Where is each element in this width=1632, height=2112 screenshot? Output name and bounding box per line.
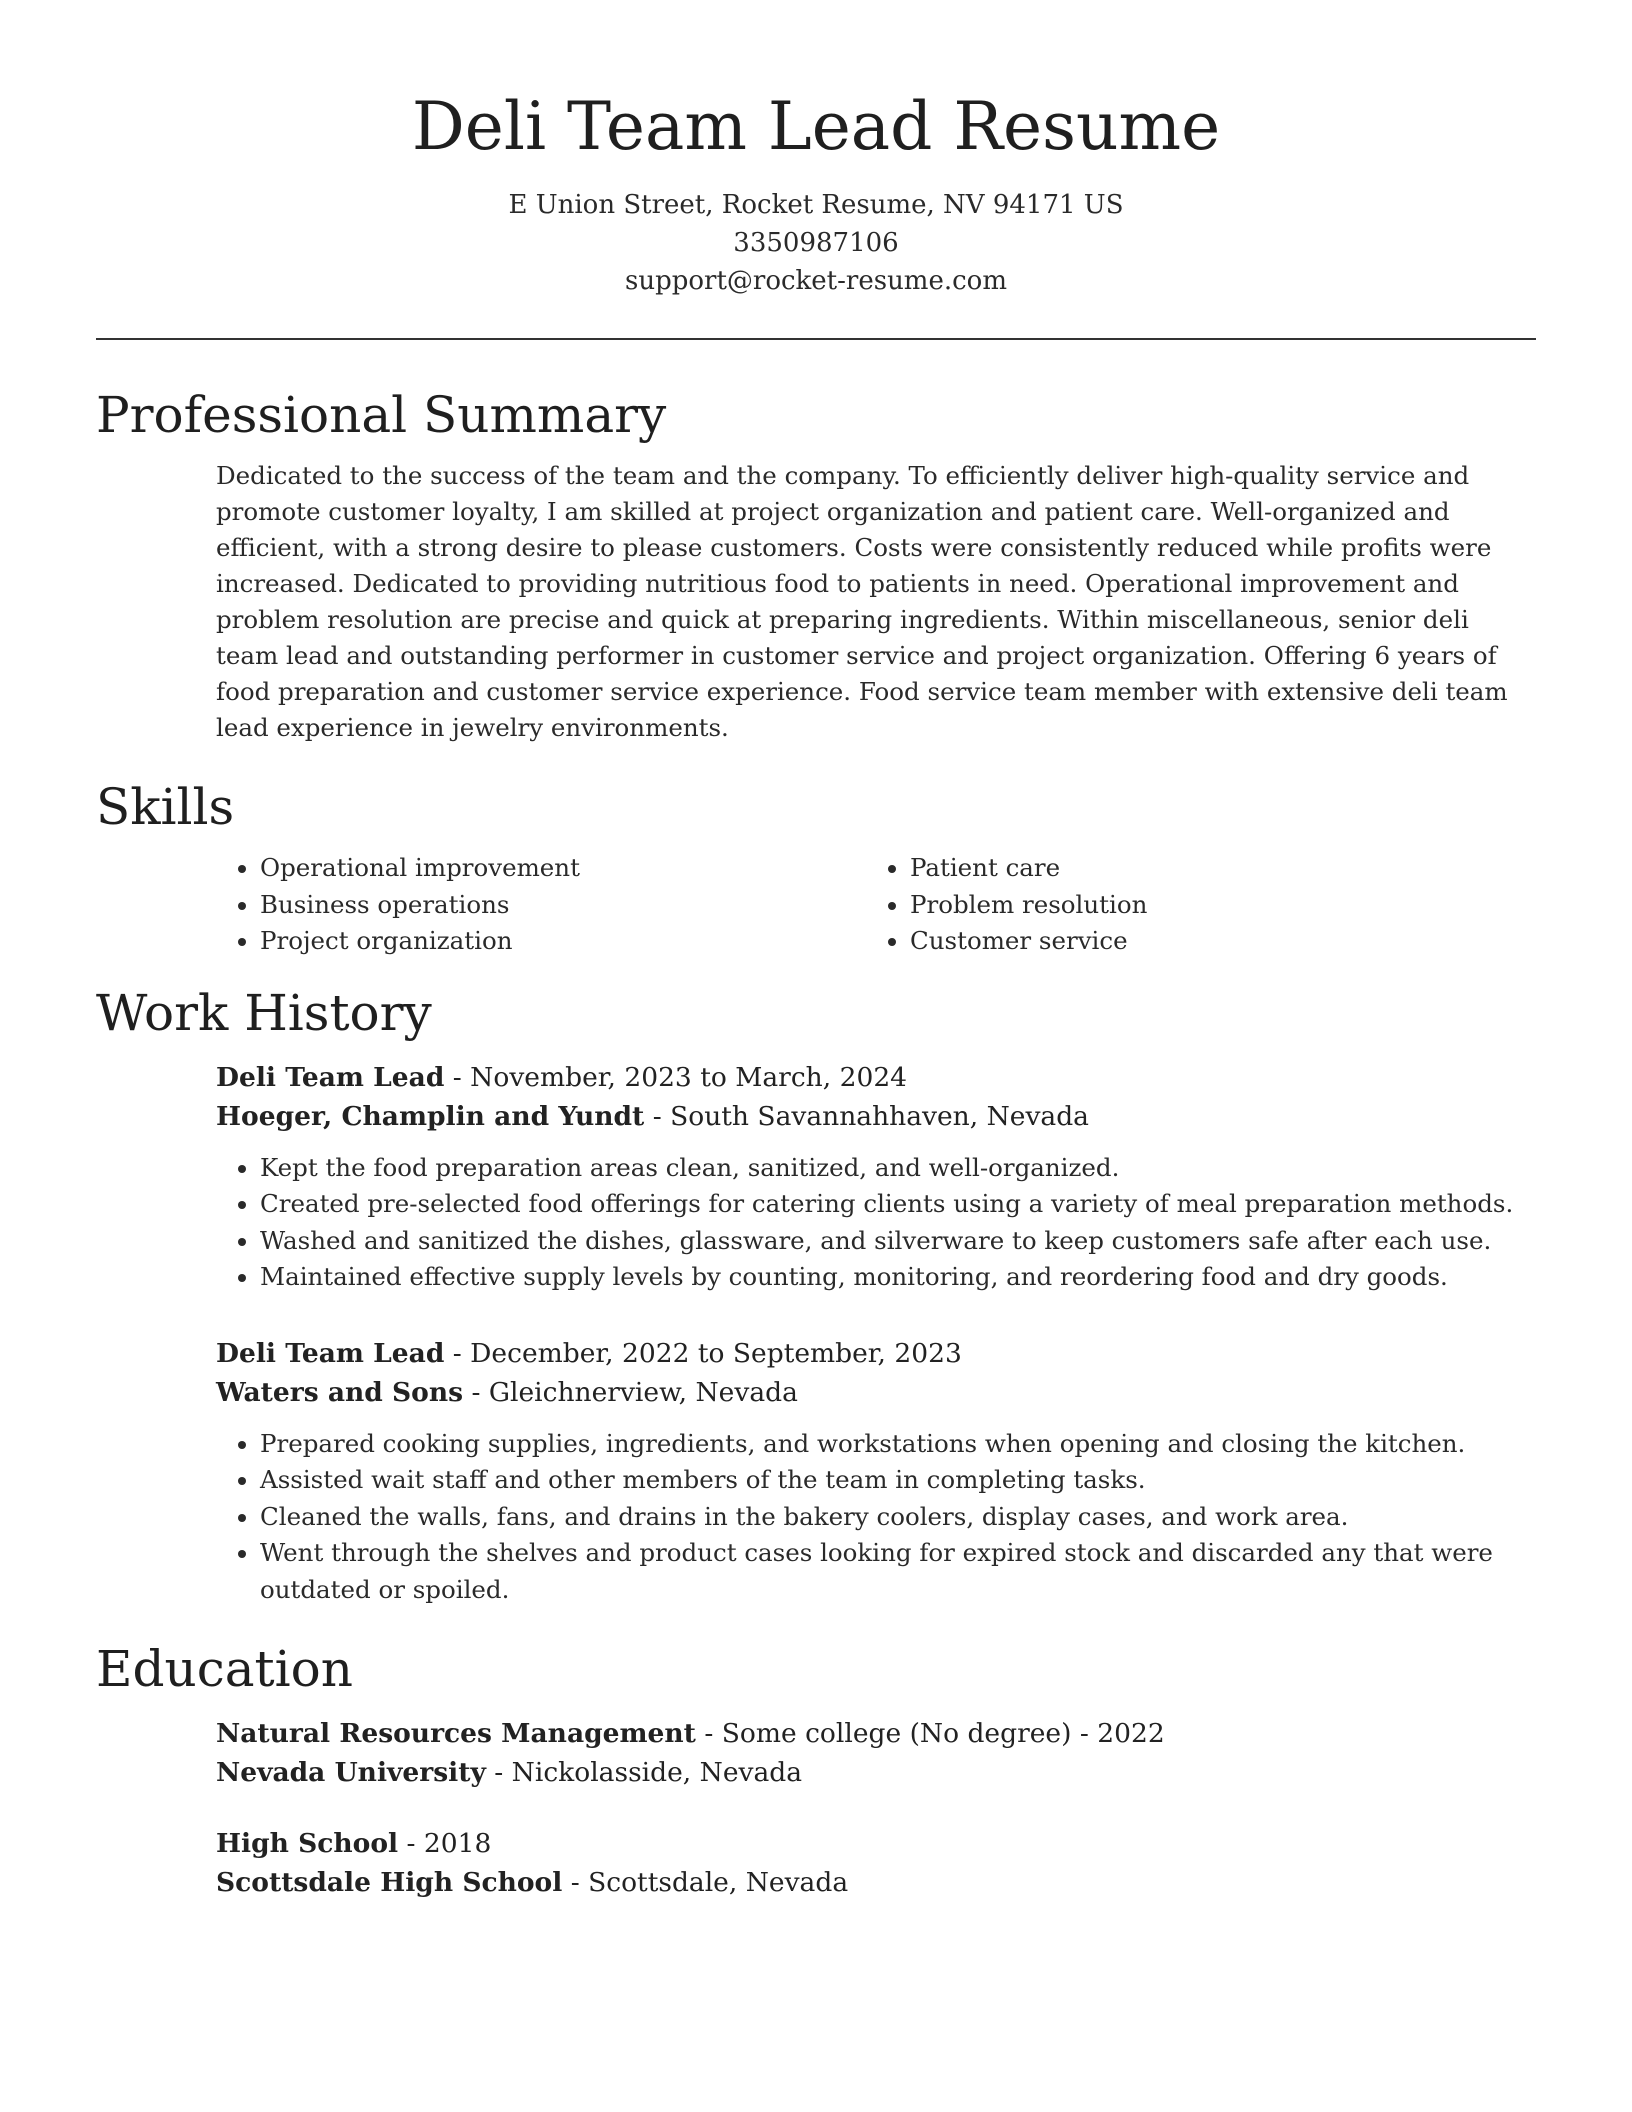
work-history-heading: Work History [96, 983, 432, 1042]
skill-item: • Project organization [260, 923, 866, 960]
job-company-line [216, 1097, 1536, 1136]
address-text: E Union Street, Rocket Resume, NV 94171 US [508, 190, 1124, 220]
job-duty: • Kept the food preparation areas clean, sanitized, and well-organized. [260, 1150, 1536, 1187]
skills-heading: Skills [96, 778, 235, 836]
job-duty: • Went through the shelves and product cases looking for expired stock and discarded any that were outdated or spoiled. [260, 1535, 1536, 1608]
education-school: Scottsdale High School [216, 1867, 563, 1898]
job-duties-list [216, 1150, 1536, 1296]
education-entry [216, 1824, 1536, 1902]
education-entry [216, 1714, 1536, 1792]
skill-item: • Patient care [910, 850, 1516, 887]
education-field: High School [216, 1828, 399, 1859]
job-location: - South Savannahhaven, Nevada [644, 1100, 1089, 1132]
education-detail: - Some college (No degree) - 2022 [695, 1718, 1165, 1749]
skills-column-right [866, 850, 1516, 960]
skills-column-left [216, 850, 866, 960]
skill-item: • Operational improvement [260, 850, 866, 887]
contact-info [96, 186, 1536, 300]
education-heading: Education [96, 1640, 353, 1698]
job-dates: - November, 2023 to March, 2024 [444, 1061, 908, 1093]
job-location: - Gleichnerview, Nevada [463, 1376, 798, 1408]
job-dates: - December, 2022 to September, 2023 [444, 1337, 962, 1369]
resume-header [96, 0, 1536, 300]
job-company: Waters and Sons [216, 1376, 464, 1408]
job-entry [216, 1058, 1536, 1296]
job-duty: • Assisted wait staff and other members of the team in completing tasks. [260, 1462, 1536, 1499]
education-degree-line [216, 1714, 1536, 1753]
skill-item: • Customer service [910, 923, 1516, 960]
skill-item: • Business operations [260, 887, 866, 924]
education-location: - Nickolasside, Nevada [485, 1757, 803, 1788]
job-duty: • Cleaned the walls, fans, and drains in the bakery coolers, display cases, and work area. [260, 1499, 1536, 1536]
education-school: Nevada University [216, 1757, 486, 1788]
job-duty: • Maintained effective supply levels by counting, monitoring, and reordering food and dry goods. [260, 1259, 1536, 1296]
job-duty: • Prepared cooking supplies, ingredients, and workstations when opening and closing the kitchen. [260, 1426, 1536, 1463]
job-title-line [216, 1334, 1536, 1373]
education-school-line [216, 1753, 1536, 1792]
job-duties-list [216, 1426, 1536, 1609]
job-company-line [216, 1373, 1536, 1412]
job-role: Deli Team Lead [216, 1061, 445, 1093]
education-field: Natural Resources Management [216, 1718, 696, 1749]
job-company: Hoeger, Champlin and Yundt [216, 1100, 645, 1132]
skill-item: • Problem resolution [910, 887, 1516, 924]
skills-list [216, 850, 1536, 960]
education-location: - Scottsdale, Nevada [562, 1867, 849, 1898]
job-entry [216, 1334, 1536, 1609]
header-divider [96, 338, 1536, 340]
job-role: Deli Team Lead [216, 1337, 445, 1369]
education-detail: - 2018 [398, 1828, 492, 1859]
resume-page [96, 0, 1536, 1902]
education-school-line [216, 1863, 1536, 1902]
job-title-line [216, 1058, 1536, 1097]
education-degree-line [216, 1824, 1536, 1863]
email-text: support@rocket-resume.com [624, 266, 1007, 296]
summary-heading: Professional Summary [96, 386, 667, 444]
phone-text: 3350987106 [733, 228, 899, 258]
job-duty: • Washed and sanitized the dishes, glassware, and silverware to keep customers safe after each use. [260, 1223, 1536, 1260]
job-duty: • Created pre-selected food offerings for catering clients using a variety of meal preparation methods. [260, 1186, 1536, 1223]
summary-paragraph: Dedicated to the success of the team and the company. To efficiently deliver high-quality service and promote customer loyalty, I am skilled at project organization and patient care. Well-organized and efficient, with a strong desire to please customers. Costs were consistently reduced while profits were increased. Dedicated to providing nutritious food to patients in need. Operational improvement and problem resolution are precise and quick at preparing ingredients. Within miscellaneous, senior deli team lead and outstanding performer in customer service and project organization. Offering 6 years of food preparation and customer service experience. Food service team member with extensive deli team lead experience in jewelry environments. [216, 461, 1508, 742]
resume-title: Deli Team Lead Resume [411, 88, 1221, 165]
